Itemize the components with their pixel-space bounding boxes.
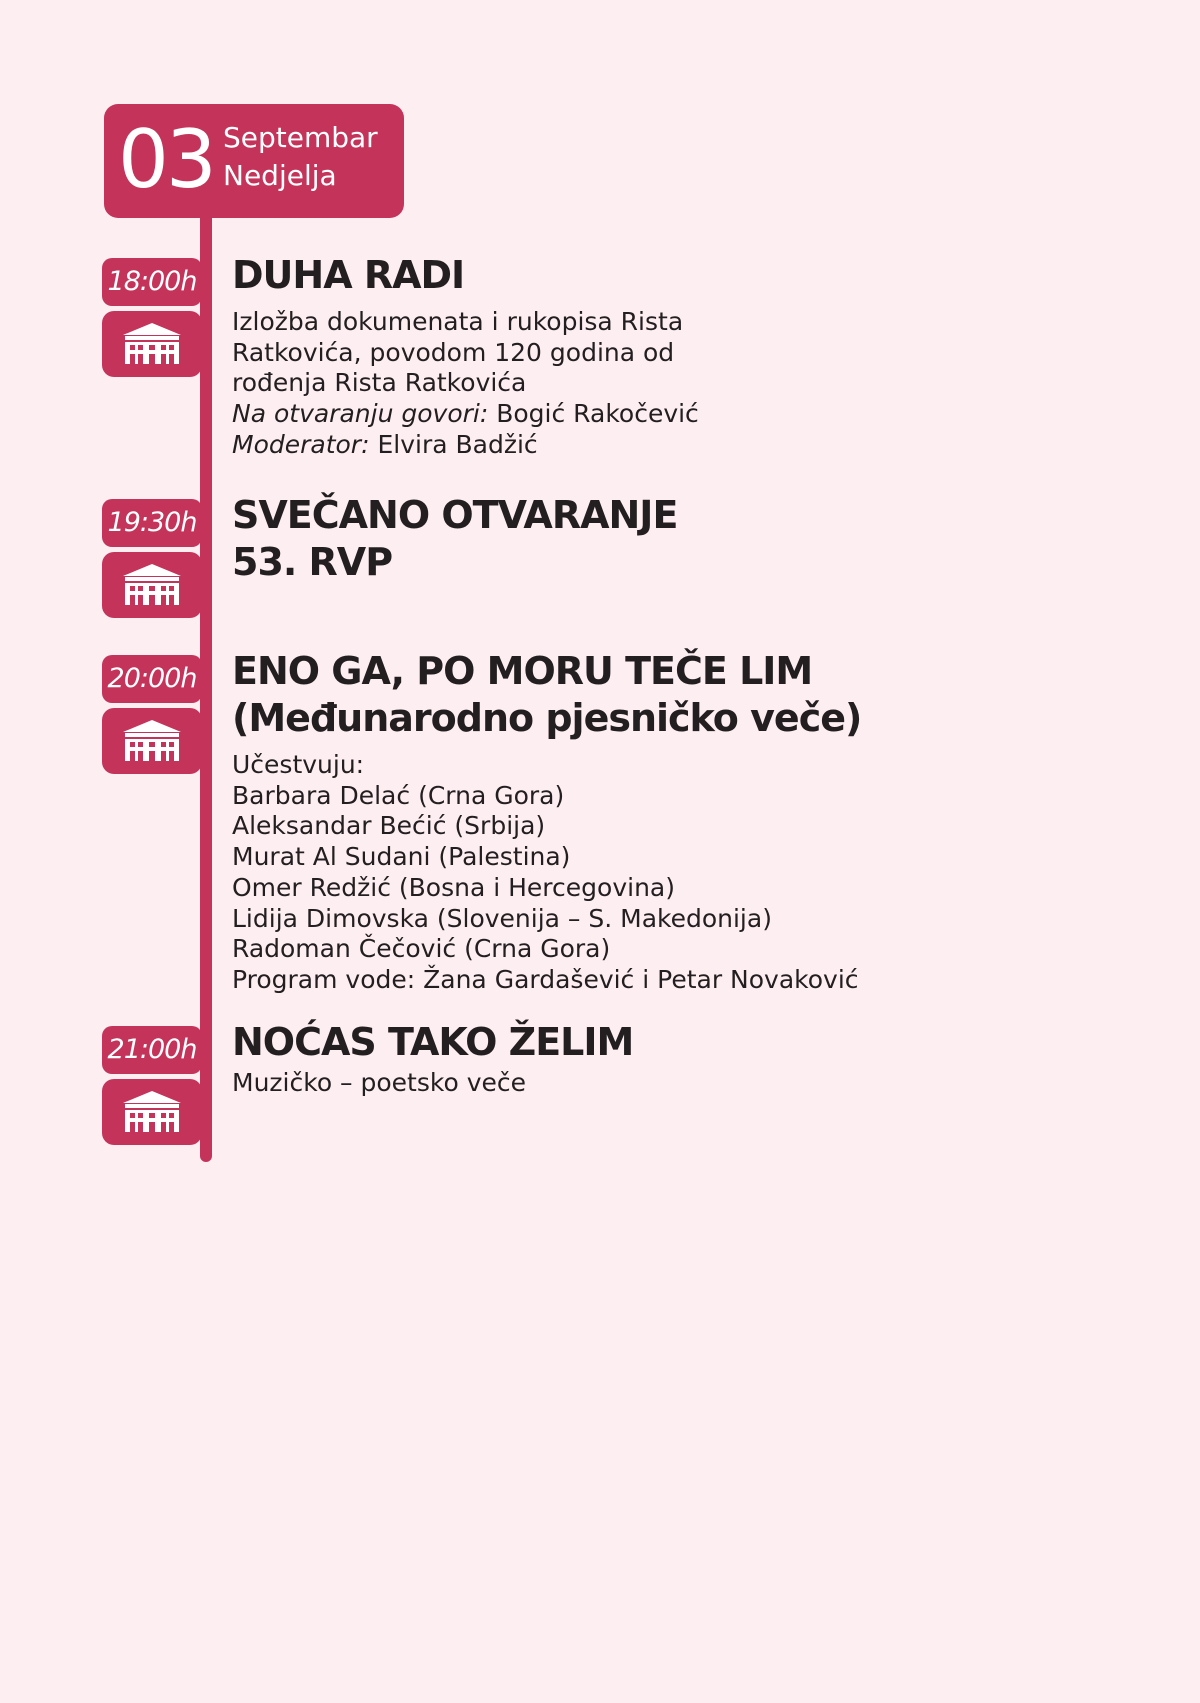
participant-line: Radoman Čečović (Crna Gora) bbox=[232, 934, 611, 964]
description-line: Učestvuju: bbox=[232, 750, 365, 779]
building-icon bbox=[121, 718, 183, 764]
description-line: rođenja Rista Ratkovića bbox=[232, 368, 527, 398]
event-time: 19:30h bbox=[102, 499, 202, 547]
venue-badge bbox=[102, 1079, 202, 1145]
event-time: 20:00h bbox=[102, 655, 202, 703]
participant-line: Barbara Delać (Crna Gora) bbox=[232, 780, 565, 810]
date-day: 03 bbox=[118, 113, 214, 206]
venue-badge bbox=[102, 311, 202, 377]
date-weekday: Nedjelja bbox=[223, 159, 337, 192]
event-item bbox=[232, 648, 1132, 996]
participant-line: Omer Redžić (Bosna i Hercegovina) bbox=[232, 872, 675, 902]
event-title: 53. RVP bbox=[232, 540, 393, 584]
event-title: SVEČANO OTVARANJE bbox=[232, 493, 678, 537]
description-line: Muzičko – poetsko veče bbox=[232, 1068, 527, 1097]
building-icon bbox=[121, 321, 183, 367]
participant-line: Lidija Dimovska (Slovenija – S. Makedonija) bbox=[232, 903, 772, 933]
building-icon bbox=[121, 1089, 183, 1135]
event-item bbox=[232, 1019, 1132, 1099]
event-title: ENO GA, PO MORU TEČE LIM bbox=[232, 649, 813, 693]
event-title: DUHA RADI bbox=[232, 253, 465, 297]
event-description bbox=[232, 307, 1132, 461]
description-line: Izložba dokumenata i rukopisa Rista bbox=[232, 307, 684, 336]
venue-badge bbox=[102, 552, 202, 618]
hosts-line: Program vode: Žana Gardašević i Petar Novaković bbox=[232, 964, 859, 994]
venue-badge bbox=[102, 708, 202, 774]
date-month: Septembar bbox=[223, 121, 378, 154]
building-icon bbox=[121, 562, 183, 608]
description-line: Ratkovića, povodom 120 godina od bbox=[232, 337, 675, 367]
event-item bbox=[232, 252, 1132, 461]
participant-line: Aleksandar Bećić (Srbija) bbox=[232, 811, 546, 841]
moderator-name: Elvira Badžić bbox=[377, 429, 538, 459]
event-description bbox=[232, 1068, 1132, 1099]
event-item bbox=[232, 492, 1132, 586]
participant-line: Murat Al Sudani (Palestina) bbox=[232, 842, 571, 872]
speaker-name: Bogić Rakočević bbox=[496, 399, 699, 429]
date-badge bbox=[104, 104, 404, 218]
event-description bbox=[232, 750, 1132, 996]
speaker-label: Na otvaranju govori: bbox=[232, 399, 489, 429]
speaker-line bbox=[232, 399, 1132, 430]
event-time: 21:00h bbox=[102, 1026, 202, 1074]
event-title: (Međunarodno pjesničko veče) bbox=[232, 696, 862, 740]
moderator-label: Moderator: bbox=[232, 429, 370, 459]
event-time: 18:00h bbox=[102, 258, 202, 306]
moderator-line bbox=[232, 430, 1132, 461]
event-title: NOĆAS TAKO ŽELIM bbox=[232, 1020, 634, 1064]
